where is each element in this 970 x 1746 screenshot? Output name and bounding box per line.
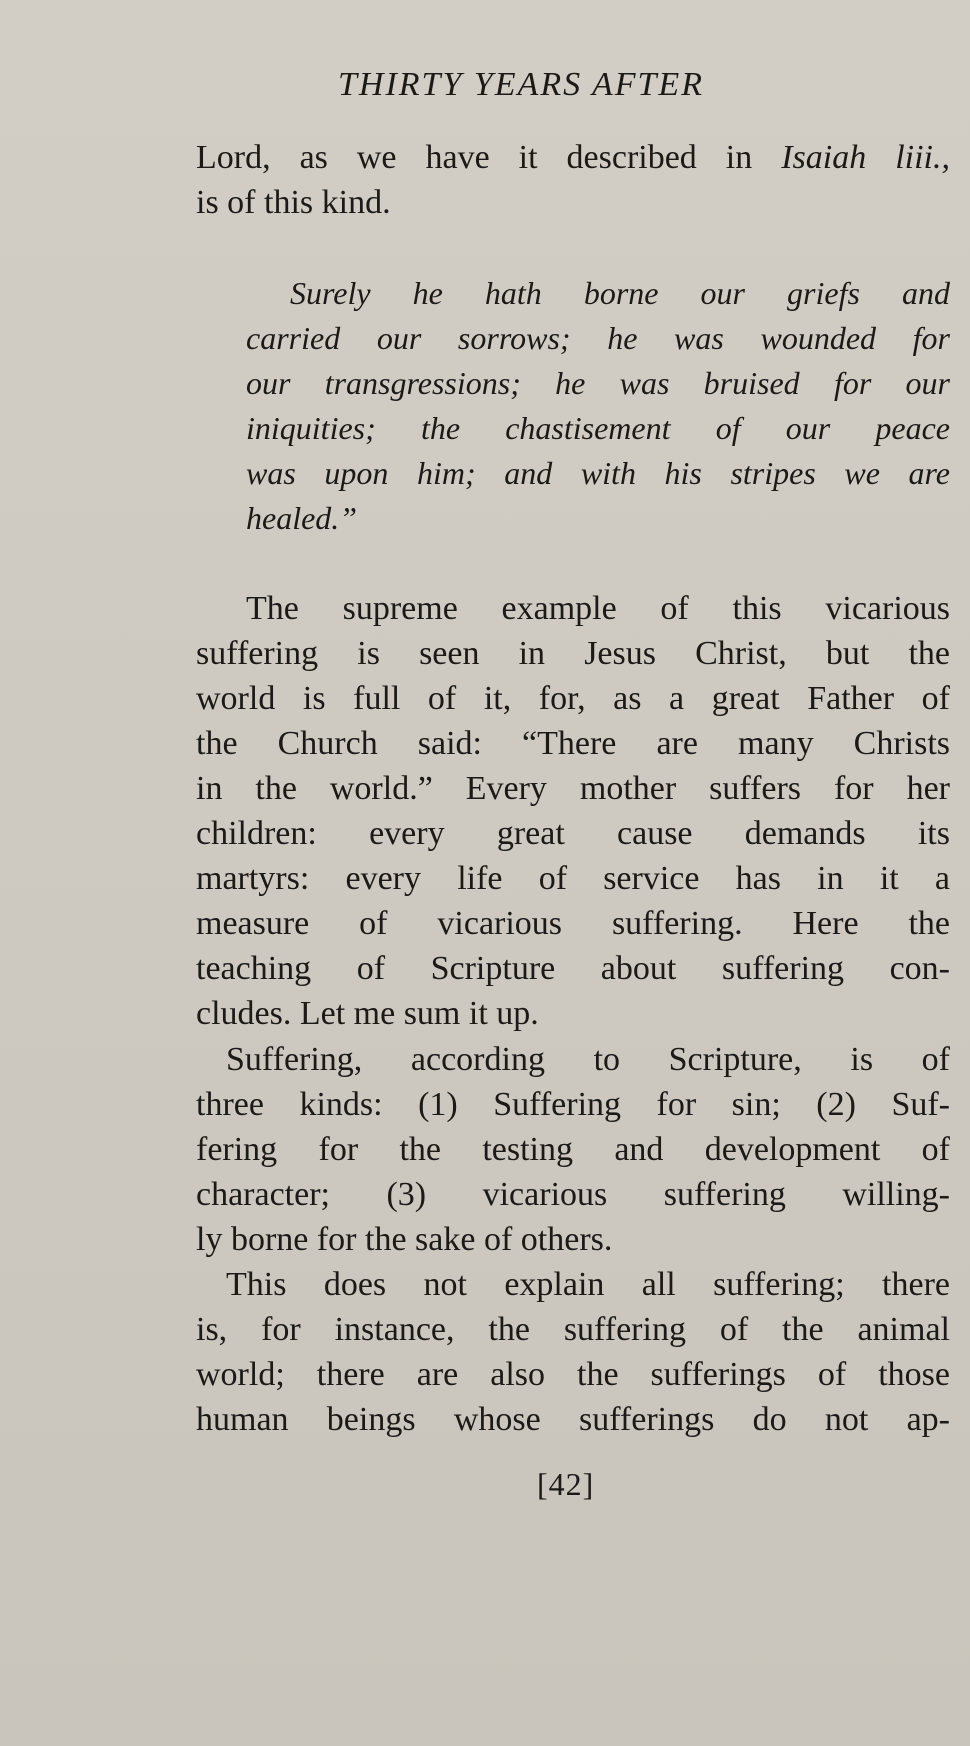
text-line: This does not explain all suffering; there: [226, 1266, 950, 1303]
text-line: suffering is seen in Jesus Christ, but the: [196, 635, 950, 672]
text-line: cludes. Let me sum it up.: [196, 995, 539, 1032]
text-line: the Church said: “There are many Christs: [196, 725, 950, 762]
text-line: three kinds: (1) Suffering for sin; (2) Suf-: [196, 1086, 950, 1123]
text-line: world is full of it, for, as a great Father of: [196, 680, 950, 717]
quote-line: healed.”: [246, 500, 358, 536]
text-line: Suffering, according to Scripture, is of: [226, 1041, 950, 1078]
page-number: [42]: [537, 1466, 595, 1502]
opening-paragraph: [196, 135, 950, 225]
text-line: teaching of Scripture about suffering con-: [196, 950, 950, 987]
text-line: The supreme example of this vicarious: [246, 590, 950, 627]
text-line: character; (3) vicarious suffering willing-: [196, 1176, 950, 1213]
paragraph-three-kinds: [196, 1037, 950, 1262]
quote-line: Surely he hath borne our griefs and: [290, 275, 950, 311]
quote-line: carried our sorrows; he was wounded for: [246, 320, 950, 356]
text-segment: Lord, as we have it described in: [196, 139, 782, 176]
quote-line: was upon him; and with his stripes we are: [246, 455, 950, 491]
text-line: [196, 135, 950, 180]
scripture-reference: Isaiah liii.,: [781, 139, 950, 176]
paragraph-vicarious-suffering: [196, 586, 950, 1036]
text-line: measure of vicarious suffering. Here the: [196, 905, 950, 942]
text-line: is of this kind.: [196, 184, 391, 221]
running-head: THIRTY YEARS AFTER: [338, 66, 704, 103]
text-line: ly borne for the sake of others.: [196, 1221, 613, 1258]
text-line: in the world.” Every mother suffers for her: [196, 770, 950, 807]
text-line: is, for instance, the suffering of the animal: [196, 1311, 950, 1348]
quote-line: our transgressions; he was bruised for our: [246, 365, 950, 401]
text-line: martyrs: every life of service has in it a: [196, 860, 950, 897]
text-line: world; there are also the sufferings of those: [196, 1356, 950, 1393]
block-quote: [246, 271, 950, 541]
paragraph-not-all-suffering: [196, 1262, 950, 1442]
text-line: human beings whose sufferings do not ap-: [196, 1401, 950, 1438]
quote-line: iniquities; the chastisement of our peace: [246, 410, 950, 446]
text-line: children: every great cause demands its: [196, 815, 950, 852]
text-line: fering for the testing and development of: [196, 1131, 950, 1168]
